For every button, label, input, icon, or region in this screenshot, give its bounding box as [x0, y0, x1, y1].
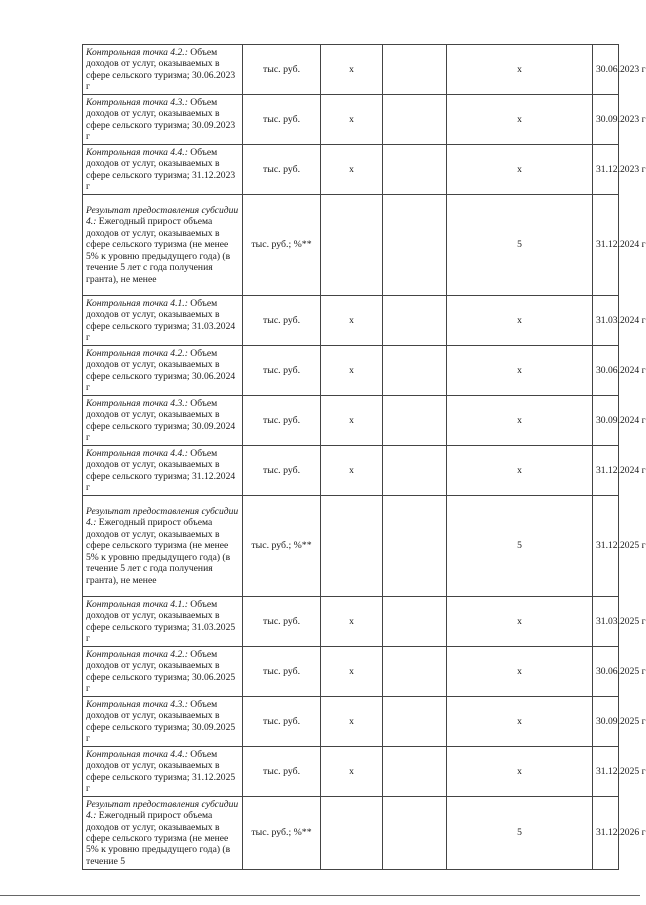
indicator-text: Объем доходов от услуг, оказываемых в сфере сельского туризма; 30.06.2025 г — [86, 648, 236, 694]
value-cell-a: х — [321, 95, 383, 145]
indicator-description-cell — [83, 496, 243, 597]
date-cell: 30.06.2024 г — [593, 346, 619, 396]
unit-cell: тыс. руб. — [243, 45, 321, 95]
indicator-description-cell — [83, 145, 243, 195]
indicator-label: Контрольная точка 4.2.: — [86, 648, 188, 660]
unit-cell: тыс. руб. — [243, 296, 321, 346]
date-cell: 31.12.2025 г — [593, 747, 619, 797]
value-cell-c: х — [447, 95, 593, 145]
unit-cell: тыс. руб.; %** — [243, 496, 321, 597]
table-body — [83, 45, 646, 870]
page-bottom-divider — [0, 895, 640, 896]
date-cell: 31.03.2024 г — [593, 296, 619, 346]
table-row-control-point — [83, 45, 619, 95]
date-cell: 31.03.2025 г — [593, 597, 619, 647]
table-row-control-point — [83, 697, 619, 747]
value-cell-c: х — [447, 45, 593, 95]
table-row-result — [83, 496, 619, 597]
date-cell: 31.12.2026 г — [593, 797, 619, 870]
table-row-result — [83, 195, 619, 296]
indicator-text: Объем доходов от услуг, оказываемых в сфере сельского туризма; 31.03.2025 г — [86, 598, 236, 644]
value-cell-c: х — [447, 697, 593, 747]
unit-cell: тыс. руб. — [243, 346, 321, 396]
indicator-label: Контрольная точка 4.3.: — [86, 698, 188, 710]
date-cell: 31.12.2024 г — [593, 195, 619, 296]
table-row-control-point — [83, 747, 619, 797]
indicator-description-cell — [83, 697, 243, 747]
table-row-control-point — [83, 296, 619, 346]
table-row-control-point — [83, 145, 619, 195]
value-cell-c: х — [447, 145, 593, 195]
indicator-label: Контрольная точка 4.3.: — [86, 96, 188, 108]
indicator-text: Объем доходов от услуг, оказываемых в сфере сельского туризма; 30.09.2024 г — [86, 397, 236, 443]
value-cell-c: х — [447, 747, 593, 797]
indicators-table — [82, 44, 646, 870]
indicator-description-cell — [83, 45, 243, 95]
value-cell-c: х — [447, 446, 593, 496]
value-cell-a: х — [321, 597, 383, 647]
value-cell-a: х — [321, 346, 383, 396]
date-cell: 30.09.2023 г — [593, 95, 619, 145]
value-cell-c: х — [447, 647, 593, 697]
indicator-description-cell — [83, 797, 243, 870]
value-cell-a: х — [321, 647, 383, 697]
table-row-control-point — [83, 95, 619, 145]
value-cell-b — [383, 496, 447, 597]
value-cell-b — [383, 296, 447, 346]
unit-cell: тыс. руб.; %** — [243, 797, 321, 870]
value-cell-b — [383, 346, 447, 396]
value-cell-b — [383, 747, 447, 797]
value-cell-b — [383, 95, 447, 145]
value-cell-b — [383, 195, 447, 296]
value-cell-c: 5 — [447, 797, 593, 870]
indicator-description-cell — [83, 597, 243, 647]
unit-cell: тыс. руб. — [243, 647, 321, 697]
date-cell: 30.09.2025 г — [593, 697, 619, 747]
table-row-control-point — [83, 597, 619, 647]
indicator-text: Объем доходов от услуг, оказываемых в сфере сельского туризма; 31.12.2024 г — [86, 447, 236, 493]
value-cell-b — [383, 797, 447, 870]
value-cell-a: х — [321, 747, 383, 797]
indicator-label: Контрольная точка 4.1.: — [86, 297, 188, 309]
date-cell: 31.12.2025 г — [593, 496, 619, 597]
indicator-description-cell — [83, 95, 243, 145]
indicator-text: Объем доходов от услуг, оказываемых в сфере сельского туризма; 31.12.2025 г — [86, 748, 236, 794]
indicator-text: Объем доходов от услуг, оказываемых в сфере сельского туризма; 31.12.2023 г — [86, 146, 236, 192]
unit-cell: тыс. руб. — [243, 145, 321, 195]
indicator-label: Результат предоставления субсидии 4.: — [86, 798, 239, 822]
date-cell: 30.06.2023 г — [593, 45, 619, 95]
value-cell-b — [383, 145, 447, 195]
indicator-description-cell — [83, 195, 243, 296]
indicator-label: Результат предоставления субсидии 4.: — [86, 205, 239, 228]
indicator-description-cell — [83, 747, 243, 797]
indicator-text: Объем доходов от услуг, оказываемых в сфере сельского туризма; 30.09.2025 г — [86, 698, 236, 744]
value-cell-b — [383, 45, 447, 95]
indicator-label: Контрольная точка 4.2.: — [86, 347, 188, 359]
table-row-result — [83, 797, 619, 870]
table-row-control-point — [83, 446, 619, 496]
indicator-text: Ежегодный прирост объема доходов от услуг, оказываемых в сфере сельского туризма (не менее 5% к уровню предыдущего года) (в течение 5 лет с года получения гранта), не менее — [86, 216, 231, 285]
value-cell-a: х — [321, 296, 383, 346]
unit-cell: тыс. руб. — [243, 747, 321, 797]
value-cell-c: х — [447, 296, 593, 346]
value-cell-b — [383, 647, 447, 697]
value-cell-c: х — [447, 346, 593, 396]
table-row-control-point — [83, 396, 619, 446]
value-cell-a: х — [321, 396, 383, 446]
indicator-label: Контрольная точка 4.1.: — [86, 598, 188, 610]
indicator-label: Контрольная точка 4.3.: — [86, 397, 188, 409]
indicator-label: Контрольная точка 4.2.: — [86, 46, 188, 58]
value-cell-a: х — [321, 145, 383, 195]
indicator-description-cell — [83, 446, 243, 496]
date-cell: 30.06.2025 г — [593, 647, 619, 697]
indicator-text: Ежегодный прирост объема доходов от услуг, оказываемых в сфере сельского туризма (не менее 5% к уровню предыдущего года) (в течение 5 — [86, 810, 231, 867]
unit-cell: тыс. руб. — [243, 396, 321, 446]
unit-cell: тыс. руб. — [243, 597, 321, 647]
value-cell-c: х — [447, 597, 593, 647]
date-cell: 30.09.2024 г — [593, 396, 619, 446]
indicator-text: Ежегодный прирост объема доходов от услуг, оказываемых в сфере сельского туризма (не менее 5% к уровню предыдущего года) (в течение 5 лет с года получения гранта), не менее — [86, 517, 231, 586]
value-cell-a: х — [321, 697, 383, 747]
table-row-control-point — [83, 346, 619, 396]
value-cell-c: 5 — [447, 496, 593, 597]
unit-cell: тыс. руб. — [243, 95, 321, 145]
unit-cell: тыс. руб. — [243, 697, 321, 747]
table-row-control-point — [83, 647, 619, 697]
value-cell-a — [321, 195, 383, 296]
indicator-label: Результат предоставления субсидии 4.: — [86, 506, 239, 529]
indicator-description-cell — [83, 296, 243, 346]
value-cell-a: х — [321, 446, 383, 496]
indicator-text: Объем доходов от услуг, оказываемых в сфере сельского туризма; 30.06.2023 г — [86, 46, 236, 92]
indicator-text: Объем доходов от услуг, оказываемых в сфере сельского туризма; 30.09.2023 г — [86, 96, 236, 142]
unit-cell: тыс. руб. — [243, 446, 321, 496]
date-cell: 31.12.2023 г — [593, 145, 619, 195]
value-cell-b — [383, 396, 447, 446]
value-cell-b — [383, 446, 447, 496]
value-cell-a: х — [321, 45, 383, 95]
indicator-description-cell — [83, 346, 243, 396]
value-cell-b — [383, 597, 447, 647]
indicator-text: Объем доходов от услуг, оказываемых в сфере сельского туризма; 31.03.2024 г — [86, 297, 236, 343]
indicator-description-cell — [83, 647, 243, 697]
value-cell-a — [321, 797, 383, 870]
value-cell-a — [321, 496, 383, 597]
indicator-label: Контрольная точка 4.4.: — [86, 748, 188, 760]
date-cell: 31.12.2024 г — [593, 446, 619, 496]
indicator-label: Контрольная точка 4.4.: — [86, 146, 188, 158]
indicator-text: Объем доходов от услуг, оказываемых в сфере сельского туризма; 30.06.2024 г — [86, 347, 236, 393]
value-cell-b — [383, 697, 447, 747]
unit-cell: тыс. руб.; %** — [243, 195, 321, 296]
value-cell-c: 5 — [447, 195, 593, 296]
indicator-description-cell — [83, 396, 243, 446]
value-cell-c: х — [447, 396, 593, 446]
indicator-label: Контрольная точка 4.4.: — [86, 447, 188, 459]
